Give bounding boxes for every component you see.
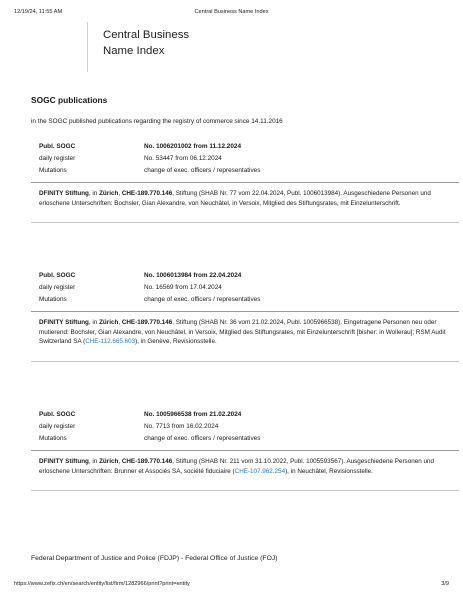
entry-body-end: ), in Genève, Revisionsstelle. — [135, 338, 217, 346]
entity-name: DFINITY Stiftung — [39, 319, 89, 326]
site-header — [87, 22, 448, 72]
publication-text: DFINITY Stiftung, in Zürich, CHE-189.770.146, Stiftung (SHAB Nr. 36 vom 21.02.2024, Publ. 1005966538). Eingetragene Personen neu oder mutierend: Bochsler, Gian Alexandre, von Neuchâtel, in Versoix, Mitglied des Stiftungsrates, mit Einzelunterschrift [bisher: in Wollerau]; RSM Audit Switzerland SA (CHE-112.665.603), in Genève, Revisionsstelle. — [39, 319, 446, 346]
entry-body-end: ), in Neuchâtel, Revisionsstelle. — [285, 467, 373, 475]
publication-meta — [31, 143, 459, 179]
meta-label-daily: daily register — [39, 423, 76, 430]
meta-label-publ: Publ. SOGC — [39, 411, 76, 418]
site-title[interactable] — [103, 27, 303, 59]
meta-label-publ: Publ. SOGC — [39, 272, 76, 279]
entry-body: , Stiftung (SHAB Nr. 211 vom 31.10.2022, Publ. 1005593567). Ausgeschiedene Personen und erloschene Unterschriften: Brunner et Associés SA, société fiduciaire ( — [39, 458, 434, 475]
entry-body: , Stiftung (SHAB Nr. 77 vom 22.04.2024, Publ. 1006013984). Ausgeschiedene Personen und erloschene Unterschriften: Bochsler, Gian Alexandre, von Neuchâtel, in Versoix, Mitglied des Stiftungsrates, mit Einzelunterschrift. — [39, 190, 431, 207]
publication-block — [31, 411, 459, 491]
meta-label-publ: Publ. SOGC — [39, 143, 76, 150]
entity-place: Zürich — [99, 190, 119, 197]
divider — [31, 361, 459, 362]
print-footer — [0, 581, 463, 591]
section-intro: in the SOGC published publications regarding the registry of commerce since 14.11.2016 — [31, 118, 283, 125]
meta-row-publ — [31, 411, 459, 423]
meta-label-daily: daily register — [39, 284, 76, 291]
meta-row-daily — [31, 155, 459, 167]
publication-block — [31, 143, 459, 223]
meta-row-daily — [31, 423, 459, 435]
divider — [31, 222, 459, 223]
meta-label-mutations: Mutations — [39, 435, 67, 442]
uid-link[interactable]: CHE-112.665.603 — [85, 338, 136, 346]
print-datetime: 12/19/24, 11:55 AM — [14, 9, 63, 15]
entity-uid: CHE-189.770.146 — [121, 190, 173, 197]
print-header — [0, 9, 463, 19]
meta-value-publ: No. 1006201002 from 11.12.2024 — [144, 143, 241, 150]
entity-name: DFINITY Stiftung — [39, 190, 89, 197]
meta-row-mutations — [31, 435, 459, 447]
meta-value-publ: No. 1006013984 from 22.04.2024 — [144, 272, 242, 279]
site-title-line2: Name Index — [103, 45, 165, 57]
publication-block — [31, 272, 459, 362]
meta-value-mutations: change of exec. officers / representatives — [144, 435, 261, 442]
entity-uid: CHE-189.770.146 — [121, 319, 173, 326]
site-title-line1: Central Business — [103, 29, 190, 41]
meta-row-mutations — [31, 167, 459, 179]
meta-label-mutations: Mutations — [39, 167, 67, 174]
meta-label-daily: daily register — [39, 155, 76, 162]
section-title: SOGC publications — [31, 95, 108, 105]
meta-row-mutations — [31, 296, 459, 308]
publication-text: DFINITY Stiftung, in Zürich, CHE-189.770.146, Stiftung (SHAB Nr. 211 vom 31.10.2022, Publ. 1005593567). Ausgeschiedene Personen und erloschene Unterschriften: Brunner et Associés SA, société fiduciaire (CHE-107.962.254), in Neuchâtel, Revisionsstelle. — [39, 458, 434, 475]
meta-value-daily: No. 16569 from 17.04.2024 — [144, 284, 222, 291]
print-url: https://www.zefix.ch/en/search/entity/list/firm/1282966/print?print=entity — [14, 581, 190, 587]
publication-text: DFINITY Stiftung, in Zürich, CHE-189.770.146, Stiftung (SHAB Nr. 77 vom 22.04.2024, Publ. 1006013984). Ausgeschiedene Personen und erloschene Unterschriften: Bochsler, Gian Alexandre, von Neuchâtel, in Versoix, Mitglied des Stiftungsrates, mit Einzelunterschrift. — [39, 190, 431, 207]
meta-value-mutations: change of exec. officers / representatives — [144, 167, 261, 174]
entity-uid: CHE-189.770.146 — [121, 458, 173, 465]
meta-value-mutations: change of exec. officers / representatives — [144, 296, 261, 303]
meta-row-publ — [31, 143, 459, 155]
meta-value-daily: No. 7713 from 16.02.2024 — [144, 423, 219, 430]
entity-place: Zürich — [99, 319, 119, 326]
meta-value-publ: No. 1005966538 from 21.02.2024 — [144, 411, 242, 418]
publication-meta — [31, 411, 459, 447]
entity-name: DFINITY Stiftung — [39, 458, 89, 465]
meta-row-publ — [31, 272, 459, 284]
publication-meta — [31, 272, 459, 308]
print-page-title: Central Business Name Index — [194, 9, 269, 15]
entry-body: , Stiftung (SHAB Nr. 36 vom 21.02.2024, Publ. 1005966538). Eingetragene Personen neu oder mutierend: Bochsler, Gian Alexandre, von Neuchâtel, in Versoix, Mitglied des Stiftungsrates, mit Einzelunterschrift [bisher: in Wollerau]; RSM Audit Switzerland SA ( — [39, 319, 446, 346]
meta-row-daily — [31, 284, 459, 296]
entity-place: Zürich — [99, 458, 119, 465]
page-footer: Federal Department of Justice and Police (FDJP) - Federal Office of Justice (FOJ) — [31, 555, 278, 562]
uid-link[interactable]: CHE-107.962.254 — [234, 467, 286, 475]
meta-value-daily: No. 53447 from 06.12.2024 — [144, 155, 222, 162]
print-page-number: 3/9 — [441, 581, 449, 587]
divider — [31, 490, 459, 491]
meta-label-mutations: Mutations — [39, 296, 67, 303]
